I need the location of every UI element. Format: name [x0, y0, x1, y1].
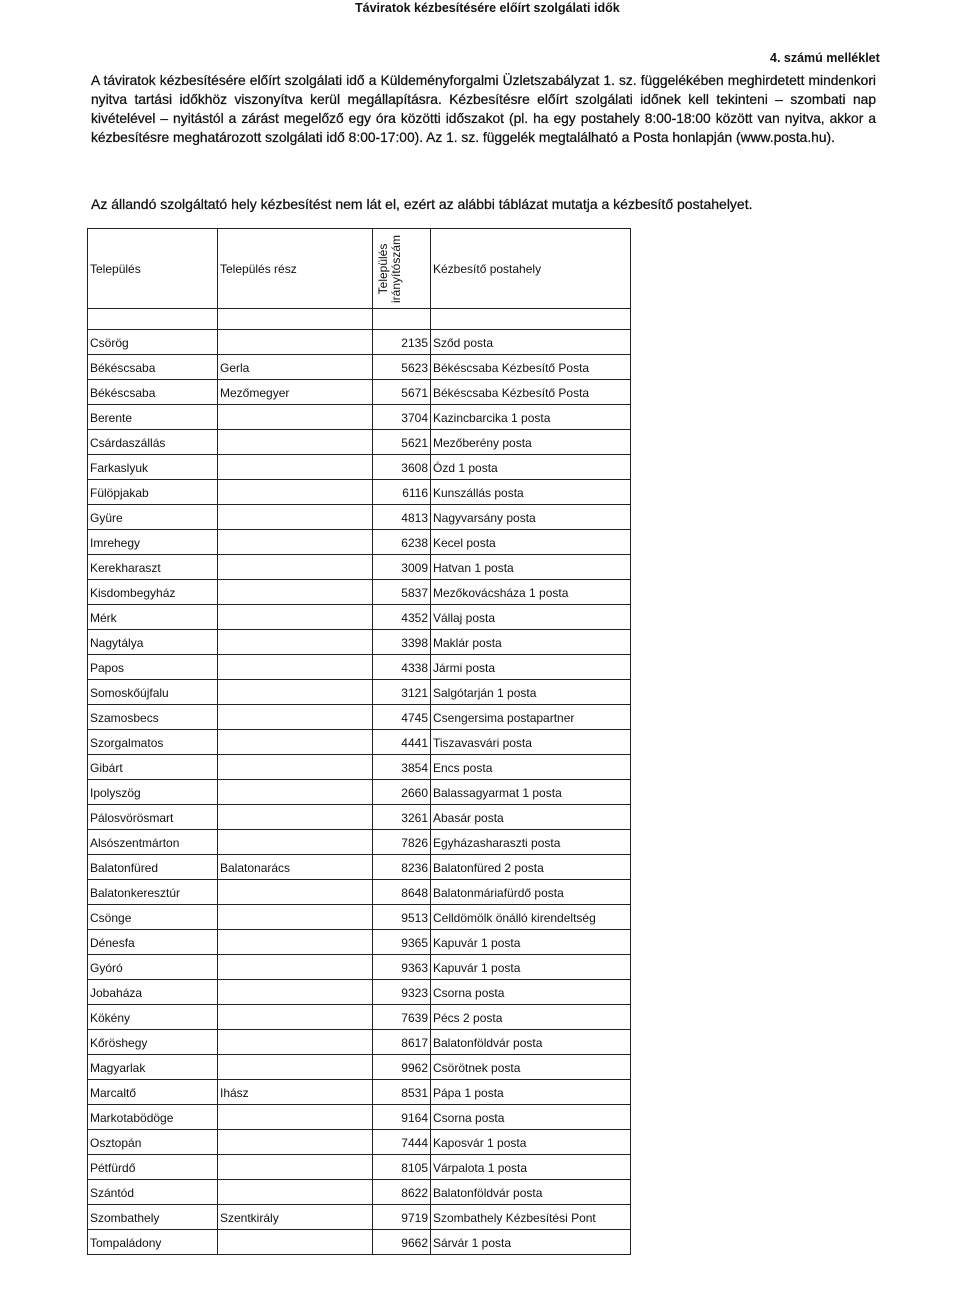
header-delivery-office: Kézbesítő postahely	[431, 229, 631, 309]
cell-delivery-office: Kazincbarcika 1 posta	[431, 405, 631, 430]
cell-settlement: Marcaltő	[88, 1080, 218, 1105]
cell-zip: 5671	[373, 380, 431, 405]
cell-zip: 2135	[373, 330, 431, 355]
cell-delivery-office: Salgótarján 1 posta	[431, 680, 631, 705]
header-zip-line1: Település	[376, 243, 390, 294]
cell-settlement: Pálosvörösmart	[88, 805, 218, 830]
cell-zip: 9365	[373, 930, 431, 955]
cell-settlement: Kerekharaszt	[88, 555, 218, 580]
cell-settlement: Kőröshegy	[88, 1030, 218, 1055]
cell-settlement: Csárdaszállás	[88, 430, 218, 455]
cell-delivery-office: Tiszavasvári posta	[431, 730, 631, 755]
cell-delivery-office: Kaposvár 1 posta	[431, 1130, 631, 1155]
annex-label: 4. számú melléklet	[770, 51, 880, 65]
table-row	[88, 655, 631, 680]
table-row	[88, 1205, 631, 1230]
cell-settlement: Farkaslyuk	[88, 455, 218, 480]
table-header-row	[88, 229, 631, 309]
cell-zip: 9962	[373, 1055, 431, 1080]
table-row	[88, 330, 631, 355]
cell-settlement-part	[218, 330, 373, 355]
cell-settlement: Gibárt	[88, 755, 218, 780]
cell-settlement-part	[218, 1230, 373, 1255]
cell-settlement-part	[218, 830, 373, 855]
cell-settlement-part: Balatonarács	[218, 855, 373, 880]
cell-zip: 9662	[373, 1230, 431, 1255]
cell-delivery-office: Csörötnek posta	[431, 1055, 631, 1080]
header-zip-line2: irányítószám	[389, 234, 403, 303]
table-row	[88, 930, 631, 955]
cell-settlement-part	[218, 1005, 373, 1030]
cell-settlement-part	[218, 655, 373, 680]
cell-zip: 8236	[373, 855, 431, 880]
table-row	[88, 680, 631, 705]
cell-zip: 9719	[373, 1205, 431, 1230]
table-row	[88, 980, 631, 1005]
cell-settlement: Magyarlak	[88, 1055, 218, 1080]
cell-settlement-part	[218, 980, 373, 1005]
intro-paragraph: A táviratok kézbesítésére előírt szolgálati idő a Küldeményforgalmi Üzletszabályzat 1. sz. függelékében meghirdetett mindenkori nyitva tartási időkhöz viszonyítva kerül megállapításra. Kézbesítésre előírt szolgálati időnek kell tekinteni – szombati nap kivételével – nyitástól a zárást megelőző egy óra közötti időszakot (pl. ha egy postahely 8:00-18:00 között van nyitva, akkor a kézbesítésre meghatározott szolgálati idő 8:00-17:00). Az 1. sz. függelék megtalálható a Posta honlapján (www.posta.hu).	[91, 73, 876, 145]
cell-delivery-office: Várpalota 1 posta	[431, 1155, 631, 1180]
cell-zip: 7444	[373, 1130, 431, 1155]
cell-settlement: Markotabödöge	[88, 1105, 218, 1130]
cell-delivery-office: Balatonmáriafürdő posta	[431, 880, 631, 905]
table-row	[88, 1080, 631, 1105]
cell-delivery-office: Csorna posta	[431, 980, 631, 1005]
table-row	[88, 530, 631, 555]
cell-settlement: Gyüre	[88, 505, 218, 530]
cell-settlement: Dénesfa	[88, 930, 218, 955]
table-row	[88, 1005, 631, 1030]
cell-settlement-part	[218, 1030, 373, 1055]
table-row	[88, 805, 631, 830]
cell-delivery-office: Kapuvár 1 posta	[431, 955, 631, 980]
table-row	[88, 480, 631, 505]
table-row	[88, 605, 631, 630]
cell-settlement: Kökény	[88, 1005, 218, 1030]
cell-settlement: Békéscsaba	[88, 380, 218, 405]
cell-settlement-part	[218, 1155, 373, 1180]
cell-delivery-office: Sződ posta	[431, 330, 631, 355]
cell-zip: 5623	[373, 355, 431, 380]
cell-settlement-part	[218, 530, 373, 555]
table-row	[88, 955, 631, 980]
cell-delivery-office: Csorna posta	[431, 1105, 631, 1130]
cell-settlement: Szántód	[88, 1180, 218, 1205]
cell-zip: 3854	[373, 755, 431, 780]
cell-settlement: Jobaháza	[88, 980, 218, 1005]
cell-settlement: Békéscsaba	[88, 355, 218, 380]
cell-delivery-office: Celldömölk önálló kirendeltség	[431, 905, 631, 930]
cell-settlement-part	[218, 605, 373, 630]
cell-zip: 8105	[373, 1155, 431, 1180]
cell-delivery-office: Kapuvár 1 posta	[431, 930, 631, 955]
cell-zip: 7826	[373, 830, 431, 855]
cell-zip: 4441	[373, 730, 431, 755]
cell-delivery-office: Balatonföldvár posta	[431, 1180, 631, 1205]
table-row	[88, 705, 631, 730]
cell-delivery-office: Abasár posta	[431, 805, 631, 830]
gap-cell	[373, 309, 431, 330]
cell-zip: 9513	[373, 905, 431, 930]
table-header-gap	[88, 309, 631, 330]
cell-settlement: Balatonkeresztúr	[88, 880, 218, 905]
table-row	[88, 380, 631, 405]
gap-cell	[431, 309, 631, 330]
cell-zip: 6116	[373, 480, 431, 505]
cell-settlement-part: Ihász	[218, 1080, 373, 1105]
cell-zip: 4813	[373, 505, 431, 530]
cell-settlement-part	[218, 680, 373, 705]
cell-settlement: Gyóró	[88, 955, 218, 980]
header-zip-label	[377, 230, 403, 308]
cell-zip: 3608	[373, 455, 431, 480]
cell-delivery-office: Encs posta	[431, 755, 631, 780]
table-row	[88, 730, 631, 755]
table-row	[88, 855, 631, 880]
table-row	[88, 1055, 631, 1080]
cell-zip: 4745	[373, 705, 431, 730]
cell-zip: 3009	[373, 555, 431, 580]
cell-delivery-office: Mezőkovácsháza 1 posta	[431, 580, 631, 605]
table-row	[88, 1155, 631, 1180]
cell-settlement-part	[218, 755, 373, 780]
header-zip	[373, 229, 431, 309]
cell-delivery-office: Békéscsaba Kézbesítő Posta	[431, 355, 631, 380]
cell-zip: 8531	[373, 1080, 431, 1105]
cell-settlement-part	[218, 930, 373, 955]
cell-delivery-office: Balatonföldvár posta	[431, 1030, 631, 1055]
cell-settlement: Szombathely	[88, 1205, 218, 1230]
cell-zip: 5837	[373, 580, 431, 605]
cell-delivery-office: Vállaj posta	[431, 605, 631, 630]
cell-delivery-office: Jármi posta	[431, 655, 631, 680]
gap-cell	[88, 309, 218, 330]
cell-delivery-office: Ózd 1 posta	[431, 455, 631, 480]
cell-settlement: Pétfürdő	[88, 1155, 218, 1180]
cell-delivery-office: Békéscsaba Kézbesítő Posta	[431, 380, 631, 405]
cell-delivery-office: Pécs 2 posta	[431, 1005, 631, 1030]
cell-settlement-part	[218, 580, 373, 605]
cell-settlement-part	[218, 805, 373, 830]
cell-delivery-office: Pápa 1 posta	[431, 1080, 631, 1105]
cell-settlement: Csönge	[88, 905, 218, 930]
cell-delivery-office: Kunszállás posta	[431, 480, 631, 505]
cell-zip: 6238	[373, 530, 431, 555]
cell-settlement: Tompaládony	[88, 1230, 218, 1255]
cell-settlement-part	[218, 780, 373, 805]
page-header-title: Táviratok kézbesítésére előírt szolgálati idők	[355, 1, 620, 15]
table-row	[88, 1230, 631, 1255]
cell-settlement-part	[218, 480, 373, 505]
cell-zip: 9323	[373, 980, 431, 1005]
cell-settlement: Berente	[88, 405, 218, 430]
cell-zip: 2660	[373, 780, 431, 805]
cell-settlement-part	[218, 405, 373, 430]
cell-settlement-part	[218, 430, 373, 455]
cell-settlement-part: Szentkirály	[218, 1205, 373, 1230]
cell-zip: 8648	[373, 880, 431, 905]
cell-delivery-office: Maklár posta	[431, 630, 631, 655]
cell-zip: 3398	[373, 630, 431, 655]
cell-settlement-part	[218, 1105, 373, 1130]
table-row	[88, 430, 631, 455]
cell-settlement-part	[218, 1055, 373, 1080]
cell-zip: 3121	[373, 680, 431, 705]
cell-delivery-office: Hatvan 1 posta	[431, 555, 631, 580]
table-row	[88, 555, 631, 580]
cell-delivery-office: Nagyvarsány posta	[431, 505, 631, 530]
cell-settlement-part: Mezőmegyer	[218, 380, 373, 405]
cell-settlement: Alsószentmárton	[88, 830, 218, 855]
cell-settlement: Kisdombegyház	[88, 580, 218, 605]
table-row	[88, 830, 631, 855]
gap-cell	[218, 309, 373, 330]
cell-zip: 5621	[373, 430, 431, 455]
cell-delivery-office: Szombathely Kézbesítési Pont	[431, 1205, 631, 1230]
table-row	[88, 780, 631, 805]
cell-settlement-part	[218, 705, 373, 730]
delivery-office-table	[87, 228, 631, 1255]
cell-settlement-part	[218, 730, 373, 755]
cell-zip: 8622	[373, 1180, 431, 1205]
cell-settlement: Csörög	[88, 330, 218, 355]
cell-delivery-office: Sárvár 1 posta	[431, 1230, 631, 1255]
cell-zip: 3704	[373, 405, 431, 430]
cell-zip: 4352	[373, 605, 431, 630]
table-row	[88, 455, 631, 480]
table-intro-note: Az állandó szolgáltató hely kézbesítést nem lát el, ezért az alábbi táblázat mutatja a kézbesítő postahelyet.	[91, 196, 753, 212]
table-row	[88, 755, 631, 780]
cell-settlement-part	[218, 455, 373, 480]
cell-settlement: Fülöpjakab	[88, 480, 218, 505]
table-row	[88, 580, 631, 605]
cell-settlement-part	[218, 1180, 373, 1205]
cell-zip: 8617	[373, 1030, 431, 1055]
cell-settlement: Somoskőújfalu	[88, 680, 218, 705]
cell-delivery-office: Csengersima postapartner	[431, 705, 631, 730]
cell-settlement: Mérk	[88, 605, 218, 630]
cell-settlement-part	[218, 955, 373, 980]
table-row	[88, 355, 631, 380]
cell-settlement: Szorgalmatos	[88, 730, 218, 755]
cell-settlement-part: Gerla	[218, 355, 373, 380]
table-row	[88, 1180, 631, 1205]
table-row	[88, 505, 631, 530]
cell-settlement: Osztopán	[88, 1130, 218, 1155]
table-row	[88, 630, 631, 655]
cell-delivery-office: Balassagyarmat 1 posta	[431, 780, 631, 805]
cell-settlement-part	[218, 505, 373, 530]
header-settlement-part: Település rész	[218, 229, 373, 309]
cell-zip: 7639	[373, 1005, 431, 1030]
cell-settlement: Imrehegy	[88, 530, 218, 555]
header-settlement: Település	[88, 229, 218, 309]
table-row	[88, 1030, 631, 1055]
cell-settlement: Nagytálya	[88, 630, 218, 655]
cell-settlement-part	[218, 555, 373, 580]
table-row	[88, 405, 631, 430]
cell-zip: 9363	[373, 955, 431, 980]
cell-delivery-office: Mezőberény posta	[431, 430, 631, 455]
cell-settlement-part	[218, 880, 373, 905]
table-row	[88, 905, 631, 930]
cell-delivery-office: Balatonfüred 2 posta	[431, 855, 631, 880]
table-row	[88, 1105, 631, 1130]
table-row	[88, 880, 631, 905]
cell-settlement: Szamosbecs	[88, 705, 218, 730]
cell-zip: 9164	[373, 1105, 431, 1130]
cell-settlement: Balatonfüred	[88, 855, 218, 880]
cell-delivery-office: Kecel posta	[431, 530, 631, 555]
table-row	[88, 1130, 631, 1155]
cell-settlement: Ipolyszög	[88, 780, 218, 805]
cell-settlement: Papos	[88, 655, 218, 680]
cell-delivery-office: Egyházasharaszti posta	[431, 830, 631, 855]
cell-settlement-part	[218, 630, 373, 655]
cell-zip: 4338	[373, 655, 431, 680]
cell-settlement-part	[218, 1130, 373, 1155]
cell-settlement-part	[218, 905, 373, 930]
cell-zip: 3261	[373, 805, 431, 830]
